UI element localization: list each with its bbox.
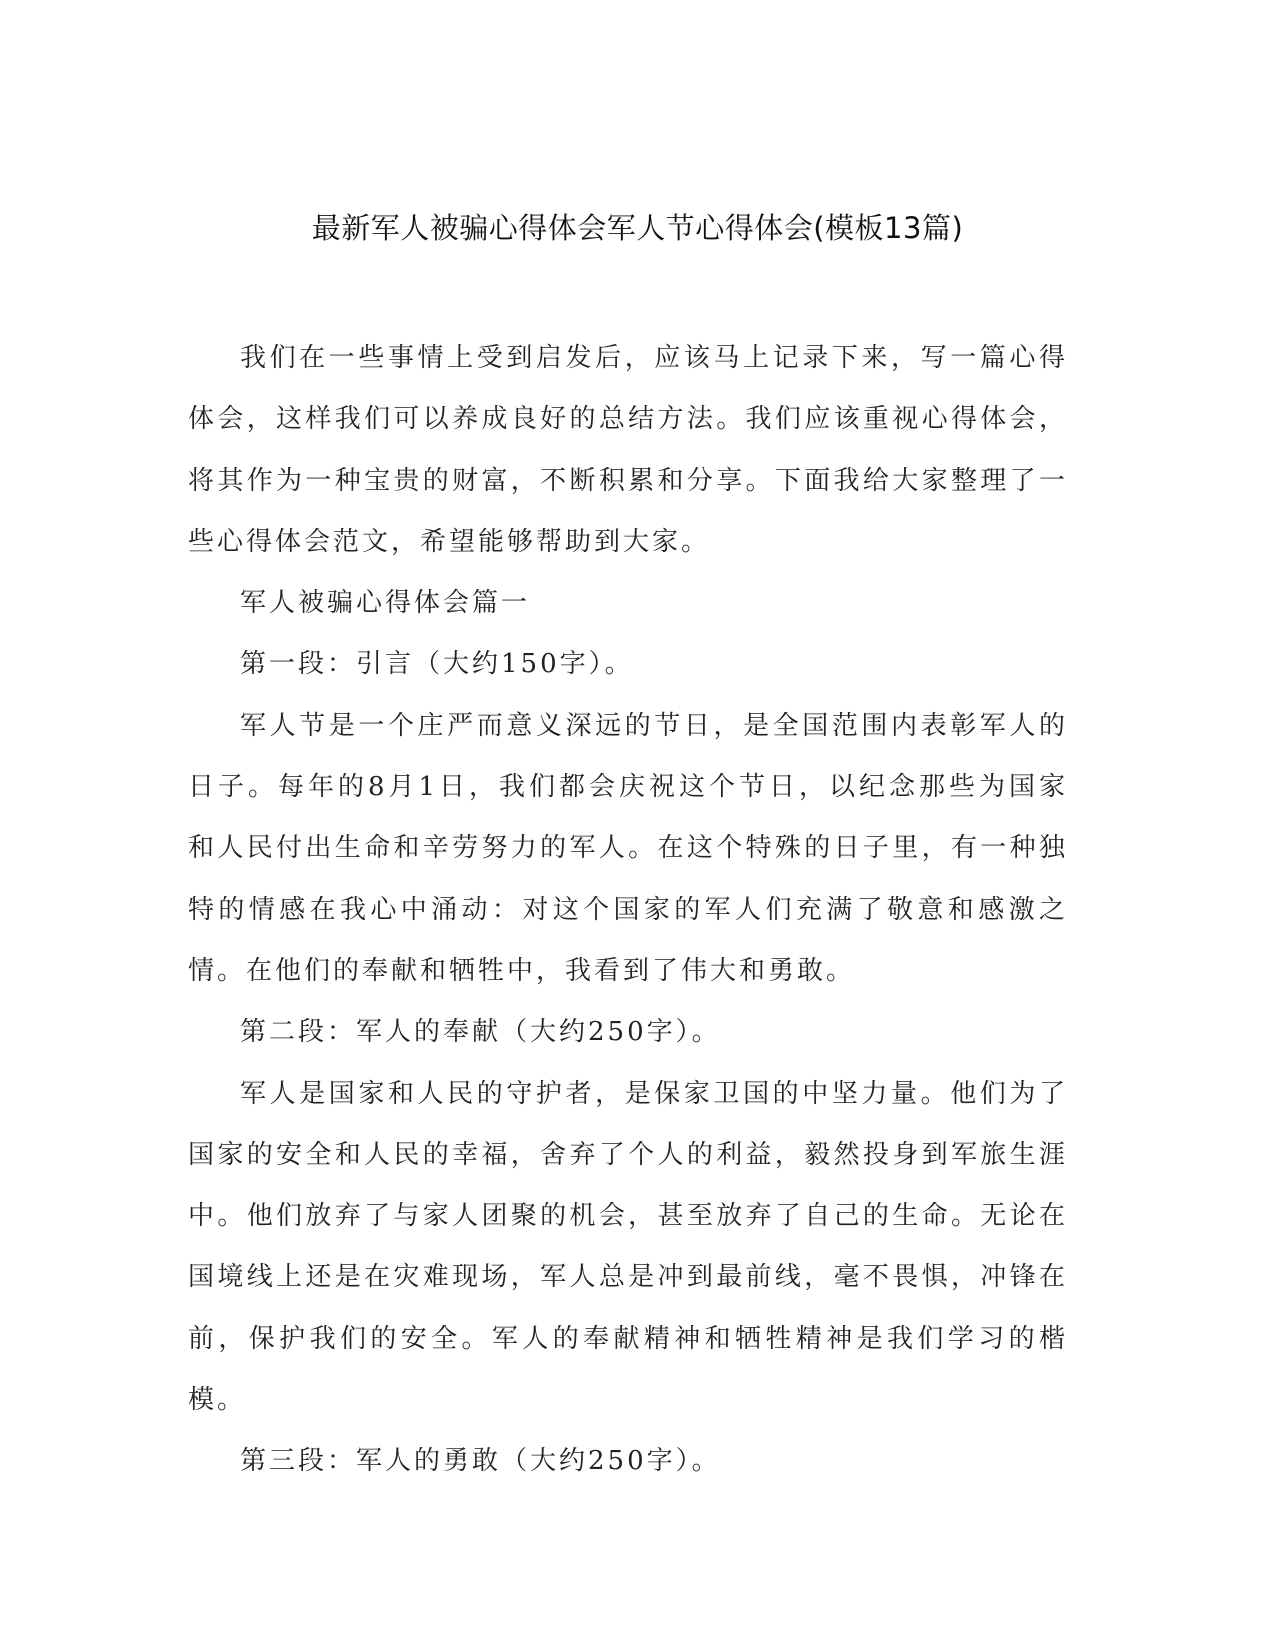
subsection-heading: 第三段：军人的勇敢（大约250字）。 bbox=[240, 1446, 721, 1477]
subsection-heading: 第一段：引言（大约150字）。 bbox=[240, 649, 634, 680]
document-body bbox=[188, 328, 1068, 1493]
section-heading: 军人被骗心得体会篇一 bbox=[240, 588, 531, 619]
intro-paragraph: 我们在一些事情上受到启发后，应该马上记录下来，写一篇心得体会，这样我们可以养成良好的总结方法。我们应该重视心得体会，将其作为一种宝贵的财富，不断积累和分享。下面我给大家整理了一些心得体会范文，希望能够帮助到大家。 bbox=[188, 343, 1068, 557]
body-paragraph: 军人是国家和人民的守护者，是保家卫国的中坚力量。他们为了国家的安全和人民的幸福，舍弃了个人的利益，毅然投身到军旅生涯中。他们放弃了与家人团聚的机会，甚至放弃了自己的生命。无论在国境线上还是在灾难现场，军人总是冲到最前线，毫不畏惧，冲锋在前，保护我们的安全。军人的奉献精神和牺牲精神是我们学习的楷模。 bbox=[188, 1078, 1068, 1416]
document-title: 最新军人被骗心得体会军人节心得体会(模板13篇) bbox=[311, 211, 964, 245]
subsection-heading: 第二段：军人的奉献（大约250字）。 bbox=[240, 1017, 721, 1048]
body-paragraph: 军人节是一个庄严而意义深远的节日，是全国范围内表彰军人的日子。每年的8月1日，我们都会庆祝这个节日，以纪念那些为国家和人民付出生命和辛劳努力的军人。在这个特殊的日子里，有一种独特的情感在我心中涌动：对这个国家的军人们充满了敬意和感激之情。在他们的奉献和牺牲中，我看到了伟大和勇敢。 bbox=[188, 710, 1068, 986]
